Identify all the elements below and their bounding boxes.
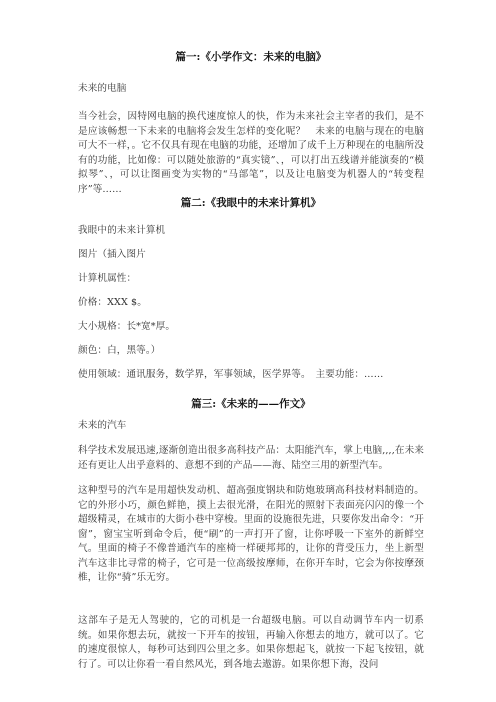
paragraph: 当今社会，因特网电脑的换代速度惊人的快，作为未来社会主宰者的我们，是不是应该畅想一下未来的电脑将会发生怎样的变化呢？ 未来的电脑与现在的电脑可大不一样，。它不仅具有现在电脑的功能，还增加了成千上万种现在的电脑所没有的功能，比如像：可以随处旅游的“真实镜”、，可以打出五线谱并能演奏的“模拟琴”、，可以让图画变为实物的“马部笔”，以及让电脑变为机器人的“转变程序”等…… [78,111,424,195]
section-heading: 篇二:《我眼中的未来计算机》 [180,197,322,209]
section-2-body [78,368,424,383]
section-3-body [78,614,424,672]
section-2-body [78,272,424,287]
section-1-body [78,110,424,197]
paragraph: 图片（插入图片 [78,249,146,260]
section-heading: 篇三:《未来的——作文》 [191,398,311,410]
paragraph: 计算机属性： [78,273,137,284]
paragraph: 未来的汽车 [78,420,127,431]
paragraph: 未来的电脑 [78,83,127,94]
section-2-body [78,248,424,263]
section-1 [78,50,424,64]
paragraph: 科学技术发展迅速,逐渐创造出很多高科技产品：太阳能汽车，掌上电脑,,,,在未来还有更让人出乎意料的、意想不到的产品——海、陆空三用的新型汽车。 [78,445,424,471]
section-2-body [78,320,424,335]
section-3-body [78,484,424,586]
section-2 [78,196,424,210]
section-2-body [78,296,424,311]
section-3-body [78,419,424,434]
section-3 [78,397,424,411]
section-1-body [78,82,424,97]
paragraph: 颜色：白，黑等。） [78,345,161,356]
paragraph: 这种型号的汽车是用超快发动机、超高强度钢块和防炮玻璃高科技材料制造的。它的外形小巧，颜色鲜艳，摸上去很光滑，在阳光的照射下表面亮闪闪的像一个超级精灵，在城市的大街小巷中穿梭。里面的设施很先进，只要你发出命令：“开窗”，窗宝宝听到命令后，便“刷”的一声打开了窗，让你呼吸一下室外的新鲜空气。里面的椅子不像普通汽车的座椅一样硬邦邦的，让你的背受压力，坐上新型汽车这非比寻常的椅子，它可是一位高级按摩师，在你开车时，它会为你按摩颈椎，让你“骑”乐无穷。 [78,485,424,583]
paragraph: 价格：XXX $。 [78,297,147,308]
paragraph: 这部车子是无人驾驶的，它的司机是一台超级电脑。可以自动调节车内一切系统。如果你想去玩，就按一下开车的按钮，再输入你想去的地方，就可以了。它的速度很惊人，每秒可达到四公里之多。如果你想起飞，就按一下起飞按钮，就行了。可以让你看一看自然风光，到各地去遨游。如果你想下海，没问 [78,615,424,670]
section-2-body [78,224,424,239]
section-heading: 篇一:《小学作文：未来的电脑》 [175,51,327,63]
paragraph: 大小规格：长*宽*厚。 [78,321,176,332]
paragraph: 我眼中的未来计算机 [78,225,166,236]
paragraph: 使用领域：通讯服务，数学界，军事领域，医学界等。 主要功能：…… [78,369,384,380]
section-3-body [78,444,424,473]
section-2-body [78,344,424,359]
